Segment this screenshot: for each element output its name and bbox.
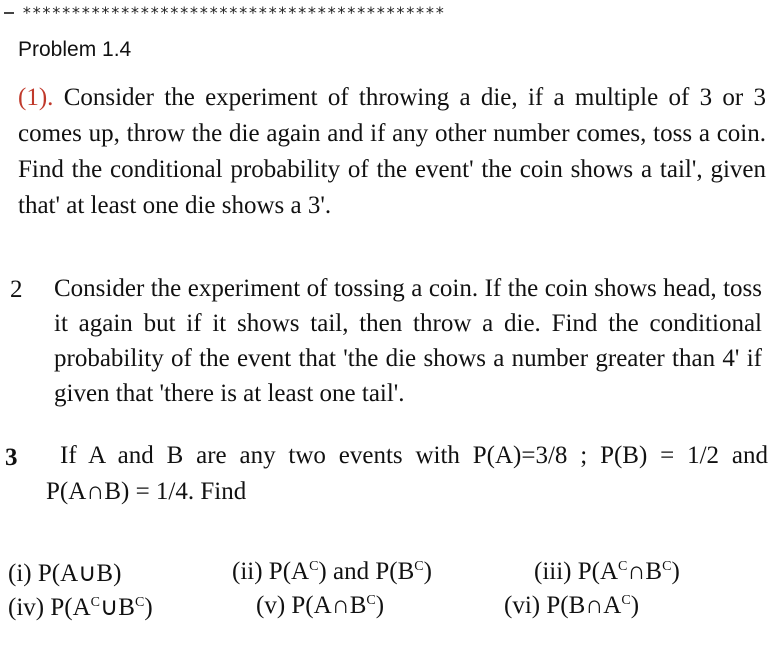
problem-3-line-2: P(A∩B) = 1/4. Find	[46, 478, 247, 505]
option-i: (i) P(A∪B)	[8, 560, 122, 587]
option-iii: (iii) $P(A^C\cap B^C)$	[534, 558, 680, 585]
problem-1-text: Consider the experiment of throwing a die, if a multiple of 3 or 3 comes up, throw the die again and if any other number comes, toss a coin. Find the conditional probability of the event' the coin shows a tail', given that' at least one die shows a 3'.	[18, 84, 766, 219]
option-iv: (iv) $P(A^C\cup B^C)$	[8, 594, 153, 621]
option-ii: (ii) $P(A^C)$ and $P(B^C)$	[232, 558, 432, 585]
page-title: Problem 1.4	[18, 38, 132, 61]
problem-2-text: Consider the experiment of tossing a coin. If the coin shows head, toss it again but if it shows tail, then throw a die. Find the conditional probability of the event that 'the die shows a number greater than 4' if given that 'there is at least one tail'.	[54, 275, 762, 407]
problem-3-number: 3	[5, 444, 18, 471]
problem-3-line-1: If A and B are any two events with P(A)=3/8 ; P(B) = 1/2 and	[60, 442, 768, 469]
option-v: (v) $P(A\cap B^C)$	[256, 592, 385, 619]
separator-dash	[4, 12, 14, 14]
problem-1	[18, 80, 766, 224]
problem-1-label: (1).	[18, 84, 54, 111]
problem-2-number: 2	[10, 276, 23, 303]
star-separator: *******************************************	[22, 3, 445, 22]
option-vi: (vi) $P(B\cap A^C)$	[504, 592, 640, 619]
